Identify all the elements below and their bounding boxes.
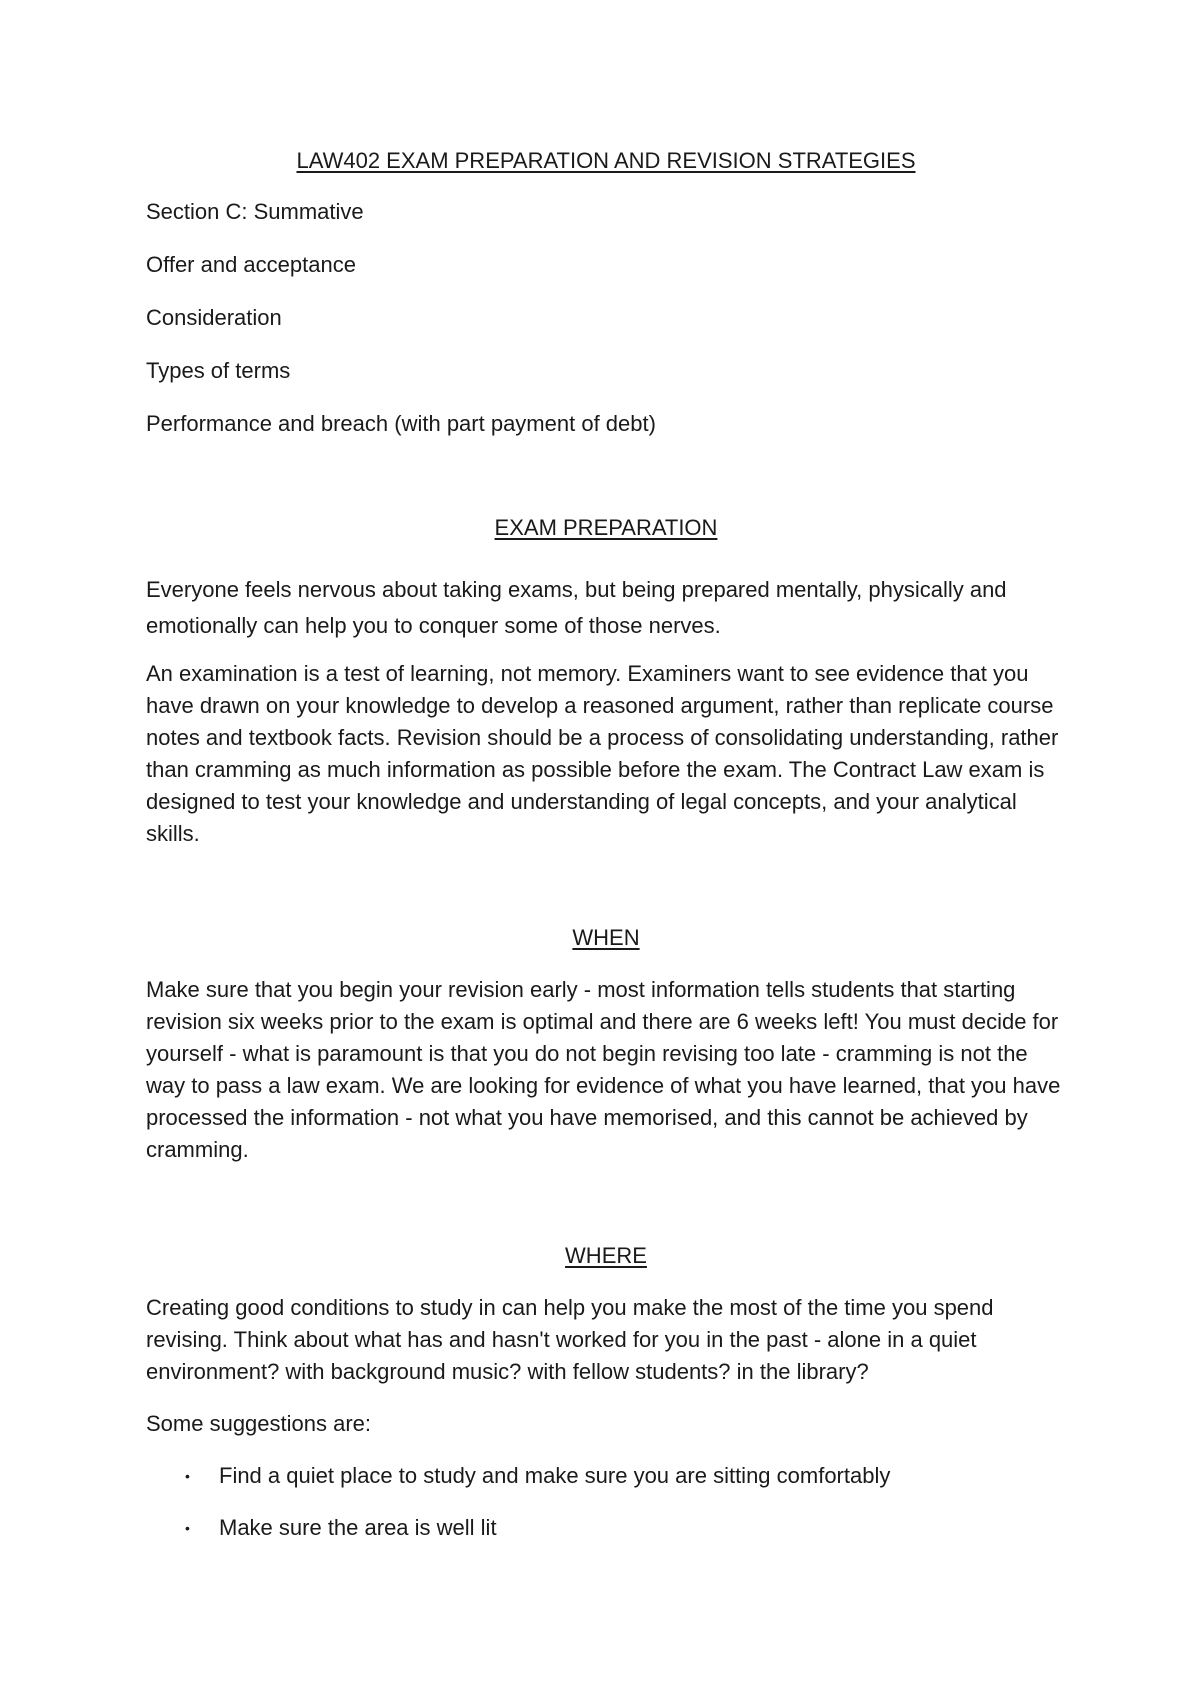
list-item <box>146 1460 1066 1492</box>
paragraph: Everyone feels nervous about taking exams, but being prepared mentally, physically and emotionally can help you to conquer some of those nerves. <box>146 577 1007 638</box>
list-item-text: Find a quiet place to study and make sure you are sitting comfortably <box>219 1463 891 1488</box>
list-item <box>146 1512 1066 1544</box>
paragraph: Make sure that you begin your revision early - most information tells students that starting revision six weeks prior to the exam is optimal and there are 6 weeks left! You must decide for yourself - what is paramount is that you do not begin revising too late - cramming is not the way to pass a law exam. We are looking for evidence of what you have learned, that you have processed the information - not what you have memorised, and this cannot be achieved by cramming. <box>146 977 1061 1162</box>
section-when <box>146 922 1066 1166</box>
suggestion-list <box>146 1460 1066 1544</box>
topic-list <box>146 196 1066 440</box>
section-heading: WHERE <box>565 1243 647 1268</box>
section-heading: WHEN <box>572 925 640 950</box>
suggestions-intro: Some suggestions are: <box>146 1411 372 1436</box>
paragraph: Creating good conditions to study in can help you make the most of the time you spend revising. Think about what has and hasn't worked for you in the past - alone in a quiet environment? with background music? with fellow students? in the library? <box>146 1295 994 1384</box>
topic-item: Consideration <box>146 305 282 330</box>
section-heading: EXAM PREPARATION <box>494 515 718 540</box>
topic-item: Performance and breach (with part payment of debt) <box>146 411 656 436</box>
document-title: LAW402 EXAM PREPARATION AND REVISION STRATEGIES <box>296 148 916 173</box>
topic-item: Types of terms <box>146 358 291 383</box>
topic-item: Offer and acceptance <box>146 252 356 277</box>
section-where <box>146 1240 1066 1544</box>
list-item-text: Make sure the area is well lit <box>219 1515 497 1540</box>
bullet-icon: • <box>185 1468 190 1484</box>
topic-item: Section C: Summative <box>146 199 364 224</box>
paragraph: An examination is a test of learning, not memory. Examiners want to see evidence that you have drawn on your knowledge to develop a reasoned argument, rather than replicate course notes and textbook facts. Revision should be a process of consolidating understanding, rather than cramming as much information as possible before the exam. The Contract Law exam is designed to test your knowledge and understanding of legal concepts, and your analytical skills. <box>146 661 1059 846</box>
bullet-icon: • <box>185 1520 190 1536</box>
section-exam-preparation <box>146 512 1066 850</box>
